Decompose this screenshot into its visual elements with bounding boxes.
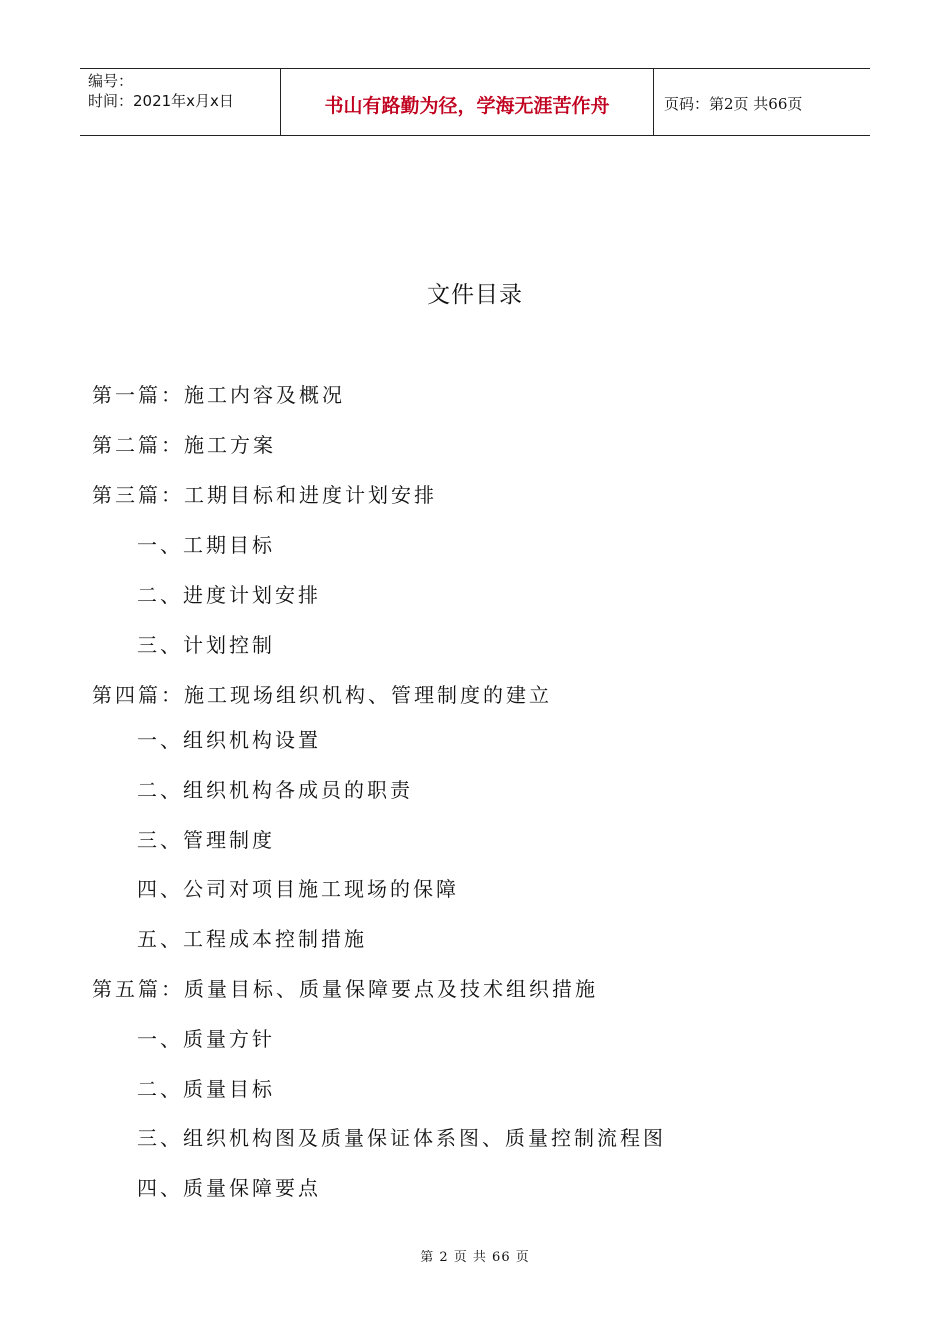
toc-chapter: 第一篇：施工内容及概况 bbox=[92, 383, 345, 407]
header-motto: 书山有路勤为径，学海无涯苦作舟 bbox=[281, 69, 654, 135]
toc-subsection: 一、工期目标 bbox=[137, 533, 275, 557]
toc-chapter: 第二篇：施工方案 bbox=[92, 433, 276, 457]
document-number-label: 编号： bbox=[88, 72, 134, 90]
toc-subsection: 二、质量目标 bbox=[137, 1077, 275, 1101]
toc-subsection: 一、质量方针 bbox=[137, 1027, 275, 1051]
toc-subsection: 三、计划控制 bbox=[137, 633, 275, 657]
toc-subsection: 一、组织机构设置 bbox=[137, 728, 321, 752]
document-time-label: 时间：2021年x月x日 bbox=[88, 92, 234, 110]
toc-subsection: 三、管理制度 bbox=[137, 828, 275, 852]
toc-chapter: 第三篇：工期目标和进度计划安排 bbox=[92, 483, 437, 507]
toc-subsection: 三、组织机构图及质量保证体系图、质量控制流程图 bbox=[137, 1126, 666, 1150]
toc-subsection: 五、工程成本控制措施 bbox=[137, 927, 367, 951]
toc-subsection: 四、质量保障要点 bbox=[137, 1176, 321, 1200]
toc-subsection: 二、进度计划安排 bbox=[137, 583, 321, 607]
document-title: 文件目录 bbox=[427, 282, 523, 308]
header-meta-cell bbox=[80, 69, 281, 135]
toc-chapter: 第五篇：质量目标、质量保障要点及技术组织措施 bbox=[92, 977, 598, 1001]
header-page-indicator: 页码：第2页 共66页 bbox=[664, 94, 803, 113]
page-header bbox=[80, 68, 870, 136]
toc-subsection: 二、组织机构各成员的职责 bbox=[137, 778, 413, 802]
toc-chapter: 第四篇：施工现场组织机构、管理制度的建立 bbox=[92, 683, 552, 707]
toc-subsection: 四、公司对项目施工现场的保障 bbox=[137, 877, 459, 901]
page-footer: 第 2 页 共 66 页 bbox=[420, 1250, 530, 1265]
